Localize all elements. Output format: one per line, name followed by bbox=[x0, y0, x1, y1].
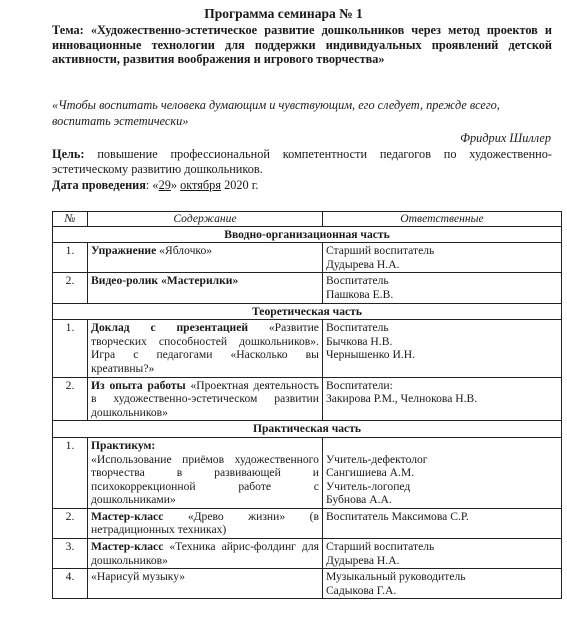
responsible-line: Дудырева Н.А. bbox=[325, 553, 400, 567]
row-number: 1. bbox=[53, 320, 88, 377]
seminar-theme bbox=[52, 23, 552, 67]
responsible-line: Чернышенко И.Н. bbox=[325, 348, 415, 362]
responsible-line: Учитель-логопед bbox=[325, 479, 411, 493]
responsible-line: Закирова Р.М., Челнокова Н.В. bbox=[325, 392, 478, 406]
header-content: Содержание bbox=[88, 212, 323, 227]
table-header-row bbox=[53, 212, 562, 227]
row-content bbox=[88, 508, 323, 538]
responsible-line: Воспитатели: bbox=[325, 378, 393, 392]
row-content-text: «Проектная деятельность в художественно-эстетическом развитии дошкольников» bbox=[91, 378, 319, 419]
date-year: 2020 г. bbox=[224, 178, 259, 192]
seminar-date bbox=[52, 178, 258, 193]
row-content bbox=[88, 273, 323, 303]
row-content-bold: Из опыта работы bbox=[91, 378, 186, 392]
seminar-title: Программа семинара № 1 bbox=[204, 6, 363, 21]
row-content bbox=[88, 377, 323, 421]
responsible-line: Бычкова Н.В. bbox=[325, 334, 393, 348]
section-row bbox=[53, 303, 562, 320]
responsible-line: Старший воспитатель bbox=[325, 244, 435, 258]
responsible-line: Воспитатель bbox=[325, 321, 389, 335]
row-responsible bbox=[322, 377, 561, 421]
section-row bbox=[53, 226, 562, 243]
header-responsible: Ответственные bbox=[322, 212, 561, 227]
table-row bbox=[53, 273, 562, 303]
row-content-text: «Развитие творческих способностей дошкольников». Игра с педагогами «Насколько вы креативны?» bbox=[91, 321, 319, 375]
table-row bbox=[53, 377, 562, 421]
row-number: 1. bbox=[53, 243, 88, 273]
row-content bbox=[88, 320, 323, 377]
section-title: Теоретическая часть bbox=[53, 303, 562, 320]
date-day: 29 bbox=[158, 178, 171, 192]
row-responsible bbox=[322, 320, 561, 377]
row-content-bold: Доклад с презентацией bbox=[91, 321, 249, 335]
goal-text: повышение профессиональной компетентности педагогов по художественно-эстетическому развитию дошкольников. bbox=[52, 147, 552, 176]
table-row bbox=[53, 569, 562, 599]
row-content bbox=[88, 243, 323, 273]
responsible-line: Сангишиева А.М. bbox=[325, 466, 415, 480]
seminar-goal bbox=[52, 147, 552, 177]
row-responsible bbox=[322, 508, 561, 538]
row-responsible bbox=[322, 539, 561, 569]
row-content-bold: Мастер-класс bbox=[91, 509, 164, 523]
theme-label: Тема: bbox=[52, 23, 84, 37]
responsible-line: Дудырева Н.А. bbox=[325, 257, 400, 271]
table-row bbox=[53, 437, 562, 508]
epigraph: «Чтобы воспитать человека думающим и чувствующим, его следует, прежде всего, воспитать эстетически» bbox=[52, 98, 500, 128]
row-number: 2. bbox=[53, 273, 88, 303]
program-table bbox=[52, 211, 562, 599]
row-number: 2. bbox=[53, 508, 88, 538]
table-row bbox=[53, 320, 562, 377]
row-content bbox=[88, 569, 323, 599]
row-content bbox=[88, 437, 323, 508]
row-content-bold: Практикум: bbox=[91, 438, 156, 452]
section-title: Практическая часть bbox=[53, 421, 562, 438]
responsible-line: Садыкова Г.А. bbox=[325, 583, 397, 597]
responsible-line: Бубнова А.А. bbox=[325, 493, 392, 507]
row-responsible bbox=[322, 437, 561, 508]
date-month: октября bbox=[180, 178, 221, 192]
row-responsible bbox=[322, 569, 561, 599]
header-num: № bbox=[53, 212, 88, 227]
row-number: 1. bbox=[53, 437, 88, 508]
section-title: Вводно-организационная часть bbox=[53, 226, 562, 243]
row-number: 3. bbox=[53, 539, 88, 569]
row-content-text: «Техника айрис-фолдинг для дошкольников» bbox=[91, 540, 319, 567]
table-row bbox=[53, 539, 562, 569]
row-content-text: «Древо жизни» (в нетрадиционных техниках) bbox=[91, 509, 319, 537]
section-row bbox=[53, 421, 562, 438]
row-content-text: «Использование приёмов художественного творчества в развивающей и психокоррекционной работе с дошкольниками» bbox=[91, 452, 319, 507]
table-body bbox=[53, 226, 562, 599]
row-content-text: «Яблочко» bbox=[156, 244, 213, 258]
responsible-line: Учитель-дефектолог bbox=[325, 452, 428, 466]
row-number: 2. bbox=[53, 377, 88, 421]
responsible-line: Пашкова Е.В. bbox=[325, 287, 394, 301]
responsible-line: Старший воспитатель bbox=[325, 540, 435, 554]
date-label: Дата проведения bbox=[52, 178, 146, 192]
row-content bbox=[88, 539, 323, 569]
date-sep: : « bbox=[145, 178, 159, 192]
row-content-bold: Упражнение bbox=[91, 244, 157, 258]
row-content-bold: Мастер-класс bbox=[91, 540, 164, 554]
row-content-bold: Видео-ролик «Мастерилки» bbox=[91, 274, 239, 288]
table-row bbox=[53, 243, 562, 273]
row-responsible bbox=[322, 273, 561, 303]
responsible-line bbox=[326, 439, 558, 453]
theme-text: «Художественно-эстетическое развитие дошкольников через метод проектов и инновационные технологии для поддержки индивидуальных проявлений детской активности, развития воображения и игрового творчества» bbox=[52, 23, 553, 67]
row-number: 4. bbox=[53, 569, 88, 599]
row-content-text: «Нарисуй музыку» bbox=[91, 570, 186, 584]
row-responsible bbox=[322, 243, 561, 273]
epigraph-author: Фридрих Шиллер bbox=[460, 131, 551, 145]
goal-label: Цель: bbox=[52, 147, 85, 161]
responsible-line: Воспитатель bbox=[325, 274, 389, 288]
responsible-line: Музыкальный руководитель bbox=[325, 570, 466, 584]
date-mid: » bbox=[170, 178, 178, 192]
table-row bbox=[53, 508, 562, 538]
responsible-line: Воспитатель Максимова С.Р. bbox=[325, 509, 469, 523]
